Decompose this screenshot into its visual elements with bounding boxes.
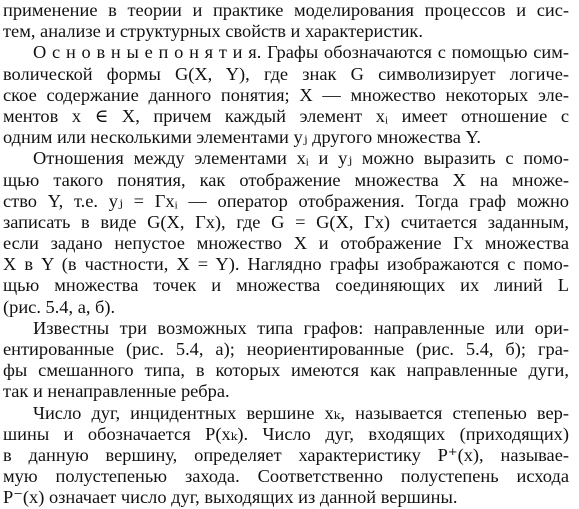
text-line: ментов x ∈ X, причем каждый элемент xᵢ имеет отношение с bbox=[3, 105, 569, 126]
text-line: волической формы G(X, Y), где знак G символизирует логиче- bbox=[3, 63, 569, 84]
text-line: фы смешанного типа, в которых имеются как направленные дуги, bbox=[3, 360, 569, 381]
text-line: в данную вершину, определяет характеристику P⁺(x), называе- bbox=[3, 444, 569, 465]
text-line: тем, анализе и структурных свойств и характеристик. bbox=[3, 21, 423, 42]
text-line: (рис. 5.4, а, б). bbox=[3, 296, 116, 317]
text-line: щью такого понятия, как отображение множества X на множе- bbox=[3, 169, 569, 190]
text-line: X в Y (в частности, X = Y). Наглядно графы изображаются с помо- bbox=[3, 254, 569, 275]
text-line: ентированные (рис. 5.4, а); неориентированные (рис. 5.4, б); гра- bbox=[3, 339, 569, 359]
text-line: ство Y, т.е. yⱼ = Γxᵢ — оператор отображения. Тогда граф можно bbox=[3, 190, 569, 211]
text-line: Известны три возможных типа графов: направленные или ори- bbox=[33, 317, 569, 338]
text-line: шины и обозначается P(xₖ). Число дуг, входящих (приходящих) bbox=[3, 423, 569, 444]
text-line: ское содержание данного понятия; X — множество некоторых эле- bbox=[3, 84, 569, 105]
text-line: записать в виде G(X, Γx), где G = G(X, Γx) считается заданным, bbox=[3, 211, 569, 232]
text-line: мую полустепенью захода. Соответственно полустепень исхода bbox=[3, 466, 569, 487]
text-line: если задано непустое множество X и отображение Γx множества bbox=[3, 233, 569, 254]
text-line: P⁻(x) означает число дуг, выходящих из данной вершины. bbox=[3, 487, 458, 508]
text-line: Отношения между элементами xᵢ и yⱼ можно выразить с помо- bbox=[33, 148, 569, 169]
text-line: О с н о в н ы е п о н я т и я. Графы обозначаются с помощью сим- bbox=[33, 42, 569, 63]
text-body bbox=[3, 0, 569, 509]
text-line: Число дуг, инцидентных вершине xₖ, называется степенью вер- bbox=[33, 402, 569, 423]
text-line: щью множества точек и множества соединяющих их линий L bbox=[3, 275, 569, 296]
text-line: одним или несколькими элементами yⱼ другого множества Y. bbox=[3, 127, 481, 148]
text-line: так и ненаправленные ребра. bbox=[3, 381, 230, 402]
text-line: применение в теории и практике моделирования процессов и сис- bbox=[3, 0, 569, 20]
